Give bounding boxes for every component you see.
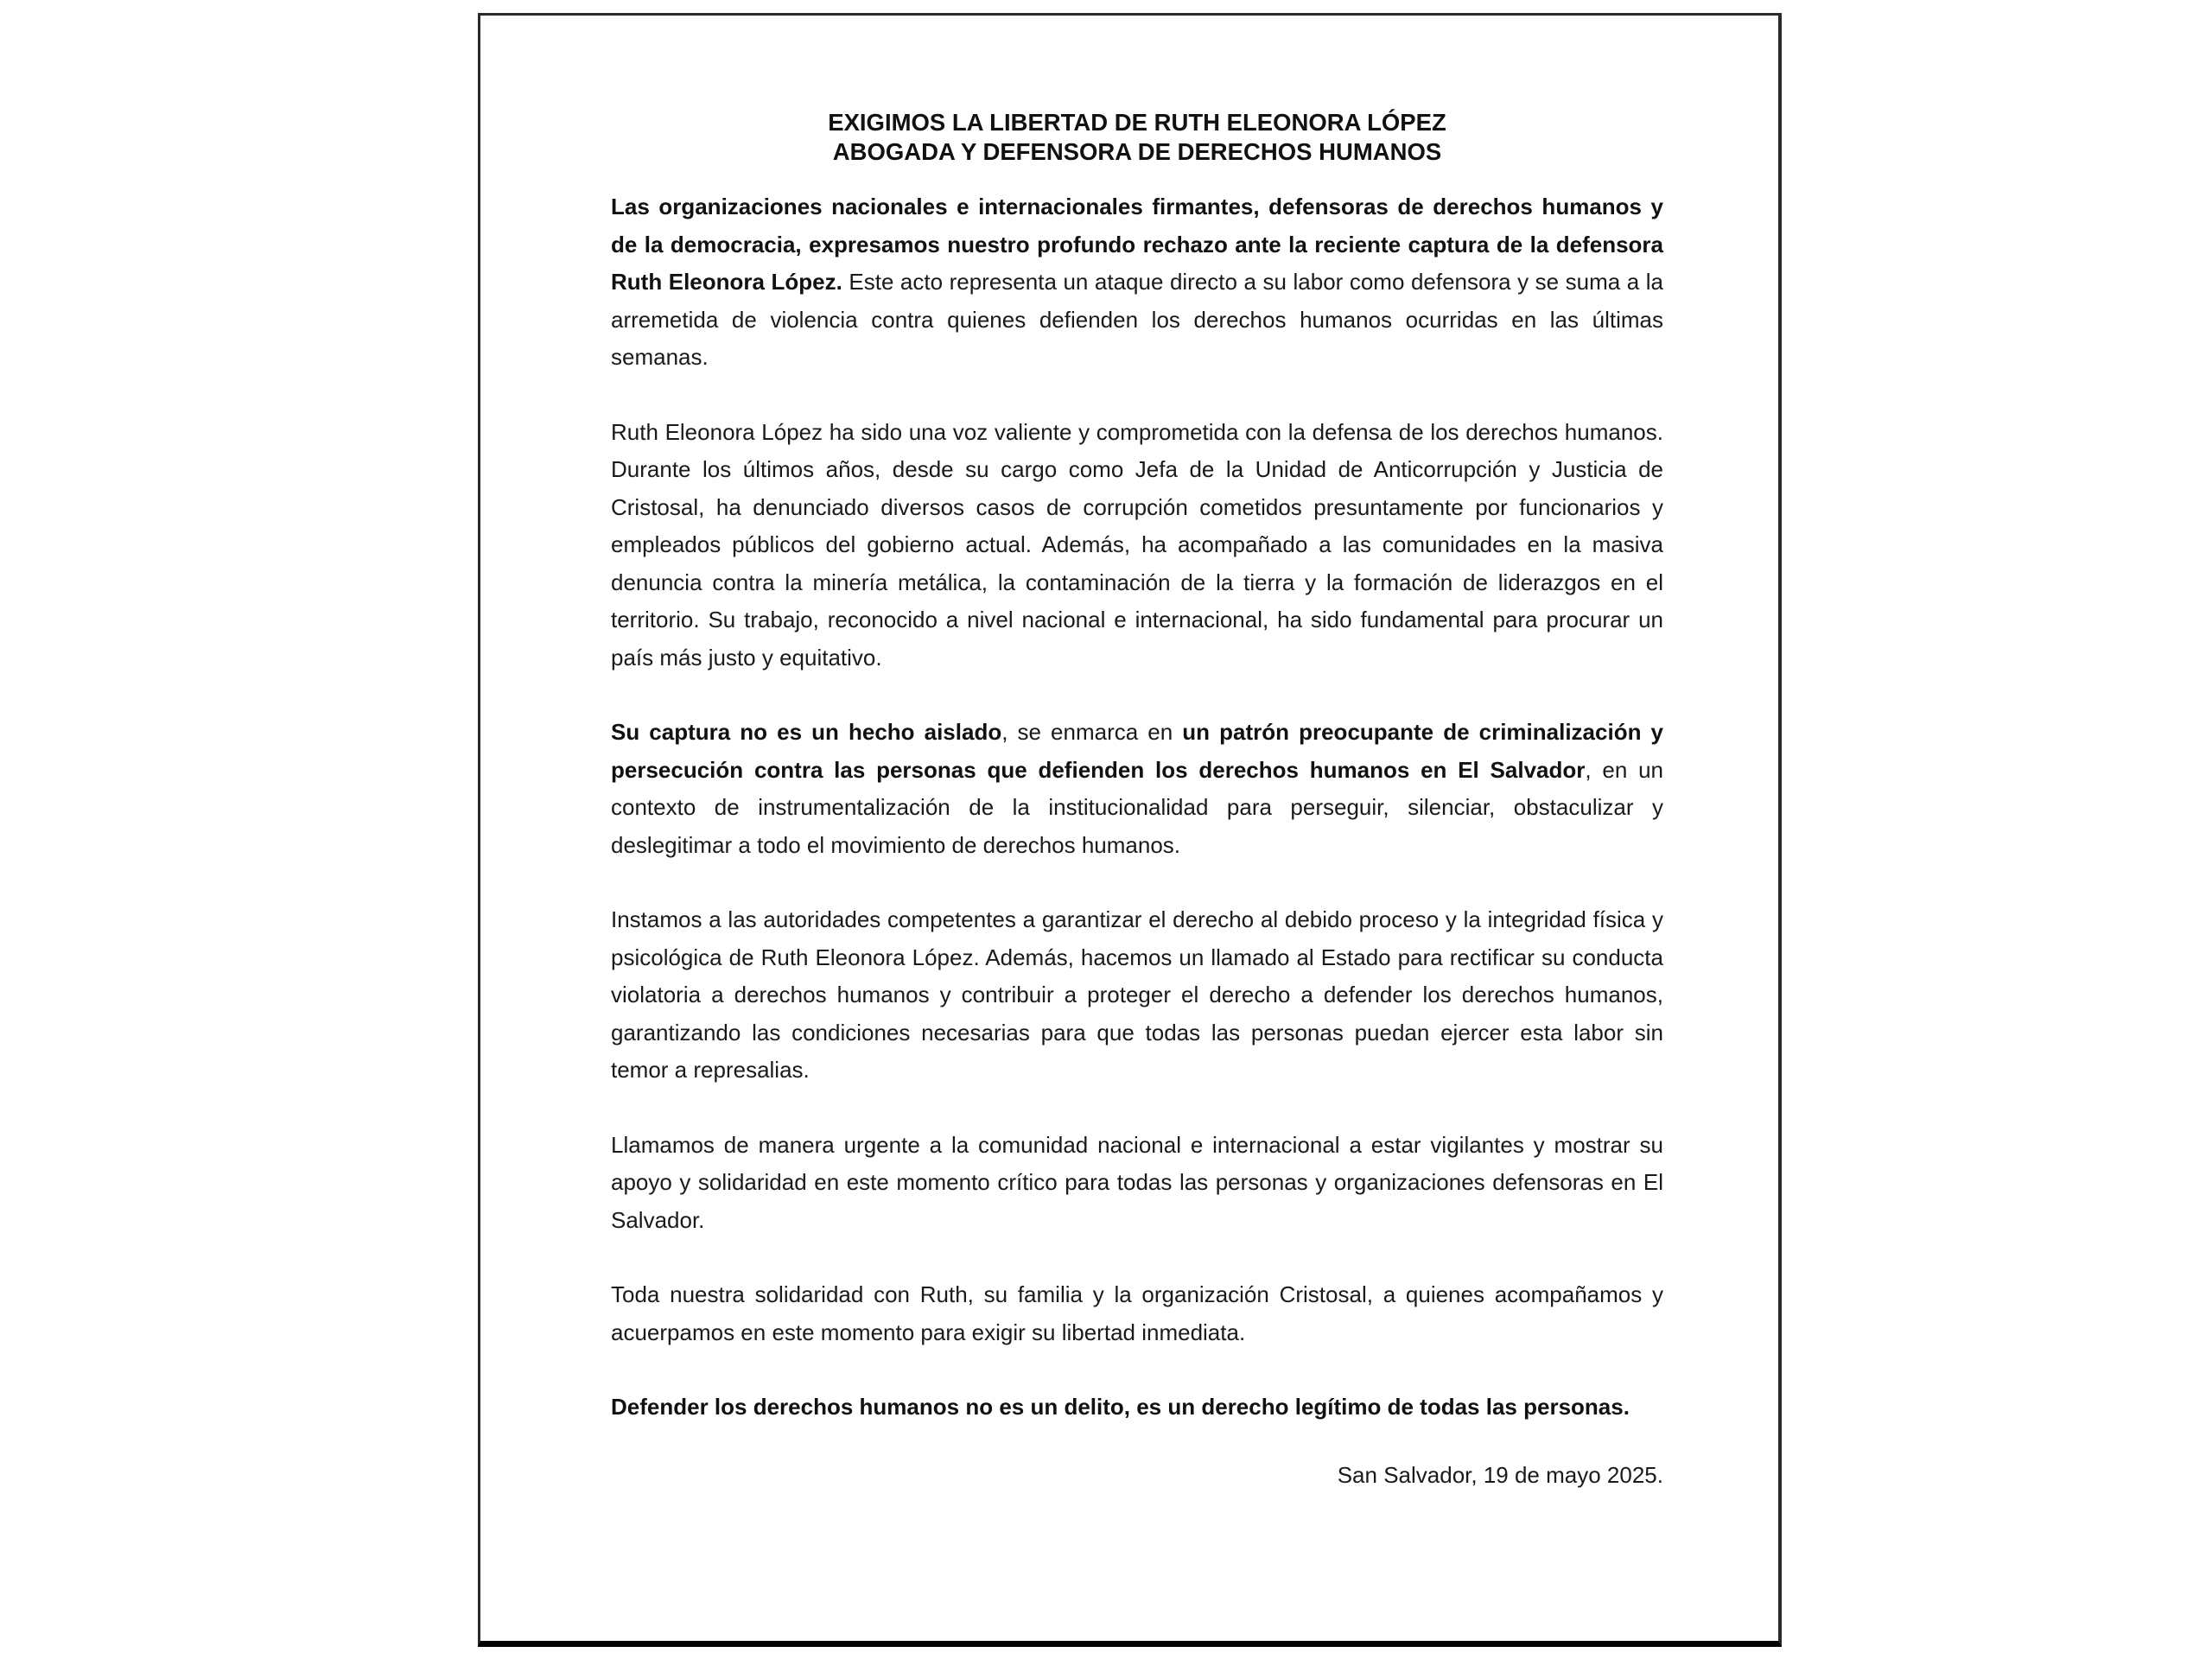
document-body bbox=[611, 108, 1663, 1494]
paragraph-5: Llamamos de manera urgente a la comunidad nacional e internacional a estar vigilantes y mostrar su apoyo y solidaridad en este momento crítico para todas las personas y organizaciones defensoras en El Salvador. bbox=[611, 1131, 1663, 1233]
document-page bbox=[478, 13, 1782, 1647]
paragraph-6: Toda nuestra solidaridad con Ruth, su familia y la organización Cristosal, a quienes acompañamos y acuerpamos en este momento para exigir su libertad inmediata. bbox=[611, 1281, 1663, 1345]
paragraph-3 bbox=[611, 714, 1663, 864]
paragraph-3-bold-1: Su captura no es un hecho aislado bbox=[611, 719, 1002, 745]
paragraph-2: Ruth Eleonora López ha sido una voz valiente y comprometida con la defensa de los derechos humanos. Durante los últimos años, desde su cargo como Jefa de la Unidad de Anticorrupción y Justicia de Cristosal, ha denunciado diversos casos de corrupción cometidos presuntamente por funcionarios y empleados públicos del gobierno actual. Además, ha acompañado a las comunidades en la masiva denuncia contra la minería metálica, la contaminación de la tierra y la formación de liderazgos en el territorio. Su trabajo, reconocido a nivel nacional e internacional, ha sido fundamental para procurar un país más justo y equitativo. bbox=[611, 418, 1663, 671]
signature-date: San Salvador, 19 de mayo 2025. bbox=[1337, 1461, 1663, 1488]
paragraph-1 bbox=[611, 188, 1663, 377]
title-line-2: ABOGADA Y DEFENSORA DE DERECHOS HUMANOS bbox=[832, 138, 1442, 165]
closing-statement-bold: Defender los derechos humanos no es un delito, es un derecho legítimo de todas las personas. bbox=[611, 1394, 1630, 1420]
paragraph-3-bold-2: un patrón preocupante de criminalización y persecución contra las personas que defienden los derechos humanos en El Salvador bbox=[611, 719, 1663, 783]
paragraph-1-text: Este acto representa un ataque directo a su labor como defensora y se suma a la arremetida de violencia contra quienes defienden los derechos humanos ocurridas en las últimas semanas. bbox=[611, 269, 1663, 370]
document-title bbox=[611, 108, 1663, 167]
closing-statement bbox=[611, 1389, 1663, 1427]
paragraph-1-bold: Las organizaciones nacionales e internacionales firmantes, defensoras de derechos humanos y de la democracia, expresamos nuestro profundo rechazo ante la reciente captura de la defensora Ruth Eleonora López. bbox=[611, 194, 1663, 295]
paragraph-3-text-1: , se enmarca en bbox=[1001, 719, 1183, 745]
paragraph-4: Instamos a las autoridades competentes a garantizar el derecho al debido proceso y la integridad física y psicológica de Ruth Eleonora López. Además, hacemos un llamado al Estado para rectificar su conducta violatoria a derechos humanos y contribuir a proteger el derecho a defender los derechos humanos, garantizando las condiciones necesarias para que todas las personas puedan ejercer esta labor sin temor a represalias. bbox=[611, 906, 1663, 1083]
paragraph-3-text-2: , en un contexto de instrumentalización de la institucionalidad para perseguir, silenciar, obstaculizar y deslegitimar a todo el movimiento de derechos humanos. bbox=[611, 756, 1663, 858]
title-line-1: EXIGIMOS LA LIBERTAD DE RUTH ELEONORA LÓPEZ bbox=[828, 109, 1446, 136]
